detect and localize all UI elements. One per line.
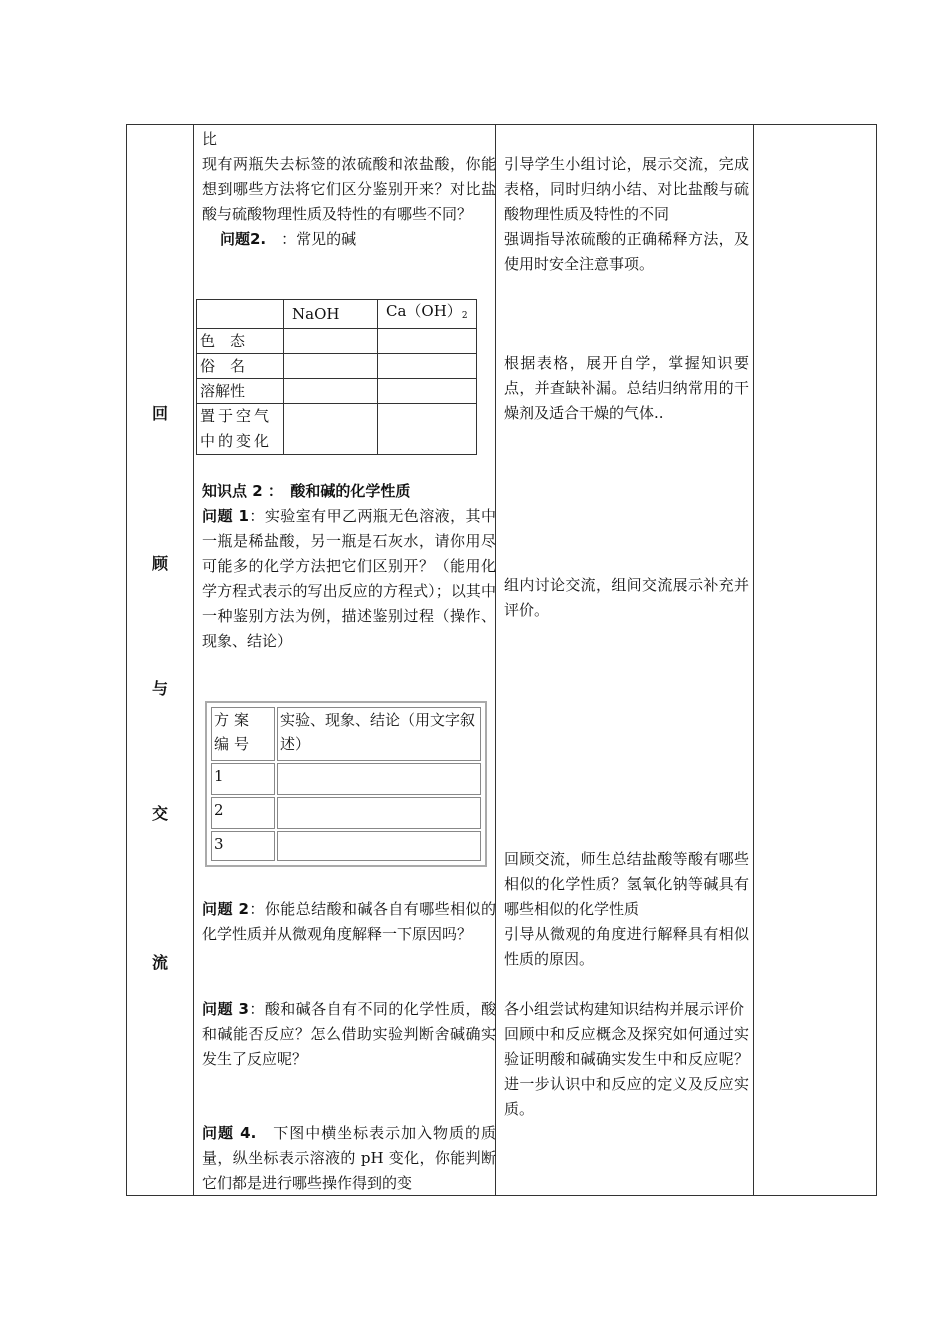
stage-char: 交: [151, 804, 168, 823]
question-3: [202, 997, 496, 1072]
table-cell: 方案编号: [211, 707, 275, 761]
content-column: [202, 125, 496, 1195]
question-label: 问题 4.: [202, 1124, 257, 1142]
table-cell: 1: [211, 763, 275, 795]
question-text: ：实验室有甲乙两瓶无色溶液，其中一瓶是稀盐酸，另一瓶是石灰水，请你用尽可能多的化学方法把它们区别开？（能用化学方程式表示的写出反应的方程式）；以其中一种鉴别方法为例，描述鉴别过程（操作、现象、结论）: [202, 507, 496, 650]
base-properties-table: [196, 299, 477, 455]
guidance-text: 组内讨论交流，组间交流展示补充并评价。: [504, 576, 749, 619]
table-cell: 实验、现象、结论（用文字叙述）: [277, 707, 481, 761]
question-label: 问题 1: [202, 507, 249, 525]
question-label: 问题2.: [220, 230, 267, 248]
guidance-text: 根据表格，展开自学，掌握知识要点，并查缺补漏。总结归纳常用的干燥剂及适合干燥的气体..: [504, 354, 749, 422]
table-cell: 置于空气中的变化: [197, 404, 284, 455]
lesson-table: [126, 124, 877, 1196]
question-text: ：你能总结酸和碱各自有哪些相似的化学性质并从微观角度解释一下原因吗？: [202, 900, 496, 943]
knowledge-point-title: 知识点 2 ： 酸和碱的化学性质: [202, 482, 411, 500]
question-label: 问题 3: [202, 1000, 249, 1018]
table-cell: [284, 329, 378, 354]
formula-text: Ca（OH）: [386, 302, 462, 320]
table-row: [197, 354, 477, 379]
guidance-text: 各小组尝试构建知识结构并展示评价: [504, 1000, 745, 1018]
stage-char: 与: [151, 679, 168, 698]
question-4: [202, 1121, 496, 1196]
table-cell: 2: [211, 797, 275, 829]
column-divider: [753, 125, 754, 1195]
question-1: [202, 504, 496, 654]
scheme-table-frame: [205, 701, 487, 867]
table-cell: [284, 404, 378, 455]
question-label: 问题 2: [202, 900, 249, 918]
guidance-text: 回顾中和反应概念及探究如何通过实验证明酸和碱确实发生中和反应呢？进一步认识中和反应的定义及反应实质。: [504, 1025, 749, 1118]
table-cell: [378, 379, 477, 404]
table-cell: 俗 名: [197, 354, 284, 379]
guidance-text: 回顾交流，师生总结盐酸等酸有哪些相似的化学性质？氢氧化钠等碱具有哪些相似的化学性质: [504, 850, 749, 918]
table-row: [211, 831, 481, 861]
intro-paragraph: 现有两瓶失去标签的浓硫酸和浓盐酸，你能想到哪些方法将它们区分鉴别开来？对比盐酸与硫酸物理性质及特性的有哪些不同？: [202, 155, 496, 223]
table-cell: [378, 354, 477, 379]
table-cell: [378, 329, 477, 354]
table-cell: [197, 300, 284, 329]
stage-char: 流: [151, 953, 168, 972]
stage-char: 回: [151, 404, 168, 423]
table-cell: 色 态: [197, 329, 284, 354]
question-text: ：常见的碱: [281, 230, 357, 248]
table-cell: [284, 354, 378, 379]
table-cell: [277, 797, 481, 829]
table-cell: 溶解性: [197, 379, 284, 404]
table-cell: [378, 300, 477, 329]
stage-column: [127, 125, 193, 1195]
column-divider: [193, 125, 194, 1195]
table-row: [211, 797, 481, 829]
table-cell: 3: [211, 831, 275, 861]
question-text: 下图中横坐标表示加入物质的质量，纵坐标表示溶液的 pH 变化，你能判断它们都是进行哪些操作得到的变: [202, 1124, 496, 1192]
question-2-base: [202, 227, 496, 252]
scheme-table: [209, 705, 483, 863]
continuation-text: 比: [202, 130, 218, 148]
table-row: [197, 379, 477, 404]
stage-char: 顾: [151, 554, 168, 573]
table-header-row: [197, 300, 477, 329]
guidance-column: [504, 125, 749, 1195]
table-cell: NaOH: [284, 300, 378, 329]
guidance-text: 引导学生小组讨论，展示交流，完成表格，同时归纳小结、对比盐酸与硫酸物理性质及特性的不同: [504, 155, 749, 223]
table-cell: [277, 831, 481, 861]
question-text: ：酸和碱各自有不同的化学性质，酸和碱能否反应？怎么借助实验判断舍碱确实发生了反应呢？: [202, 1000, 496, 1068]
question-2: [202, 897, 496, 947]
table-cell: [284, 379, 378, 404]
guidance-text: 强调指导浓硫酸的正确稀释方法，及使用时安全注意事项。: [504, 230, 749, 273]
table-header-row: [211, 707, 481, 761]
table-row: [197, 404, 477, 455]
table-row: [211, 763, 481, 795]
table-cell: [277, 763, 481, 795]
table-row: [197, 329, 477, 354]
table-cell: [378, 404, 477, 455]
formula-subscript: 2: [461, 311, 468, 321]
guidance-text: 引导从微观的角度进行解释具有相似性质的原因。: [504, 925, 749, 968]
